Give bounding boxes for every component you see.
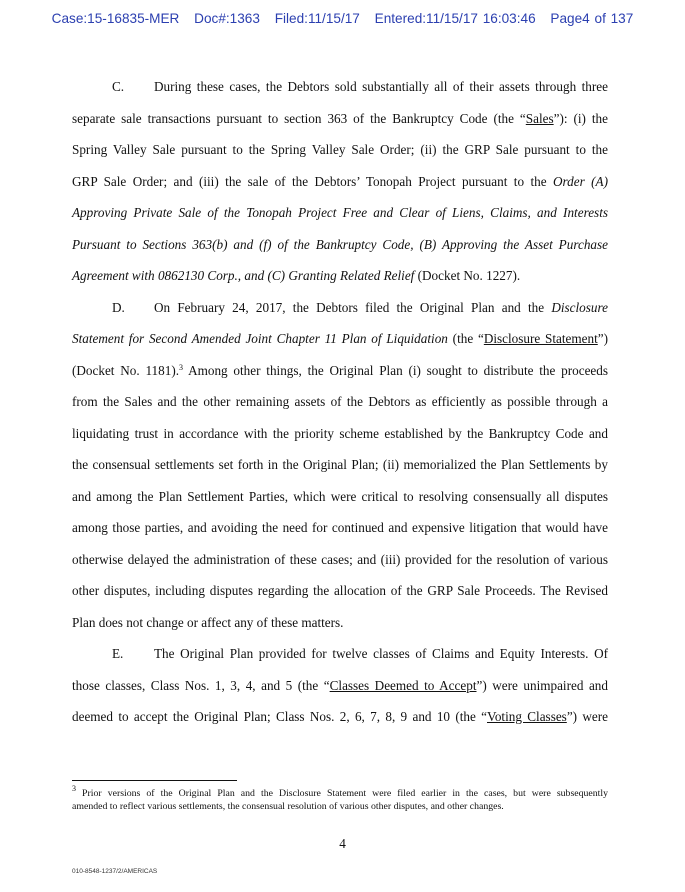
document-body bbox=[72, 71, 608, 733]
case-number: Case:15-16835-MER bbox=[51, 11, 180, 26]
paragraph-d-line: Statement for Second Amended Joint Chapter 11 Plan of Liquidation (the “Disclosure Statement”) bbox=[72, 331, 609, 346]
footnote-line: $^3$ Prior versions of the Original Plan and the Disclosure Statement were filed earlier in the cases, but were subsequently bbox=[72, 784, 608, 799]
paragraph-d-line: from the Sales and the other remaining assets of the Debtors as efficiently as possible through a bbox=[72, 394, 608, 409]
footnote-reference: 3 bbox=[179, 362, 184, 372]
paragraph-c-line: Pursuant to Sections 363(b) and (f) of the Bankruptcy Code, (B) Approving the Asset Purchase bbox=[72, 236, 608, 252]
paragraph-c-line: Approving Private Sale of the Tonopah Project Free and Clear of Liens, Claims, and Interests bbox=[72, 205, 608, 220]
footnote-separator bbox=[72, 780, 237, 781]
court-filing-header bbox=[0, 11, 685, 26]
paragraph-c-line: separate sale transactions pursuant to section 363 of the Bankruptcy Code (the “Sales”): (i) the bbox=[72, 110, 609, 126]
paragraph-e-line: E. The Original Plan provided for twelve classes of Claims and Equity Interests. Of bbox=[72, 638, 608, 670]
paragraph-label: C. bbox=[112, 79, 125, 94]
paragraph-d-line: the consensual settlements set forth in the Original Plan; (ii) memorialized the Plan Settlements by bbox=[72, 457, 608, 472]
footnote-mark: 3 bbox=[72, 784, 76, 793]
paragraph-label: D. bbox=[112, 299, 125, 315]
paragraph-c-line: Agreement with 0862130 Corp., and (C) Granting Related Relief (Docket No. 1227). bbox=[72, 268, 521, 283]
document-number: Doc#:1363 bbox=[194, 11, 260, 26]
defined-term: Voting Classes bbox=[487, 709, 567, 724]
defined-term: Disclosure Statement bbox=[483, 331, 598, 346]
page-count: Page4 of 137 bbox=[550, 11, 634, 26]
defined-term: Sales bbox=[525, 110, 554, 126]
paragraph-c-line: GRP Sale Order; and (iii) the sale of the Debtors’ Tonopah Project pursuant to the Order (A) bbox=[72, 173, 608, 189]
paragraph-d-line: and among the Plan Settlement Parties, which were critical to resolving consensually all disputes bbox=[72, 488, 608, 504]
paragraph-d-line: liquidating trust in accordance with the priority scheme established by the Bankruptcy Code and bbox=[72, 425, 608, 441]
paragraph-e-line: deemed to accept the Original Plan; Class Nos. 2, 6, 7, 8, 9 and 10 (the “Voting Classes”) were bbox=[72, 709, 608, 724]
defined-term: Classes Deemed to Accept bbox=[329, 677, 477, 693]
paragraph-d-line: (Docket No. 1181).$^3$ Among other things, the Original Plan (i) sought to distribute the proceeds bbox=[72, 362, 609, 378]
paragraph-c-line: Spring Valley Sale pursuant to the Spring Valley Sale Order; (ii) the GRP Sale pursuant to the bbox=[72, 142, 608, 157]
page-number: 4 bbox=[339, 836, 346, 851]
paragraph-e-line: those classes, Class Nos. 1, 3, 4, and 5 (the “Classes Deemed to Accept”) were unimpaired and bbox=[72, 677, 608, 693]
footnote bbox=[72, 784, 608, 813]
paragraph-d-line: among those parties, and avoiding the need for continued and expensive litigation that would have bbox=[72, 520, 608, 535]
paragraph-d-line: other disputes, including disputes regarding the allocation of the GRP Sale Proceeds. The Revised bbox=[72, 583, 608, 598]
filed-date: Filed:11/15/17 bbox=[274, 11, 360, 26]
paragraph-label: E. bbox=[112, 646, 124, 661]
paragraph-c-line: C. During these cases, the Debtors sold substantially all of their assets through three bbox=[72, 71, 608, 103]
document-id: 010-8548-1237/2/AMERICAS bbox=[72, 868, 158, 875]
paragraph-d-line: otherwise delayed the administration of these cases; and (iii) provided for the resolution of various bbox=[72, 551, 608, 567]
paragraph-d-line: Plan does not change or affect any of these matters. bbox=[72, 614, 344, 630]
paragraph-d-line: D. On February 24, 2017, the Debtors filed the Original Plan and the Disclosure bbox=[72, 292, 608, 324]
footnote-line: amended to reflect various settlements, the consensual resolution of various other disputes, and other changes. bbox=[72, 801, 504, 812]
entered-date: Entered:11/15/17 16:03:46 bbox=[374, 11, 536, 26]
